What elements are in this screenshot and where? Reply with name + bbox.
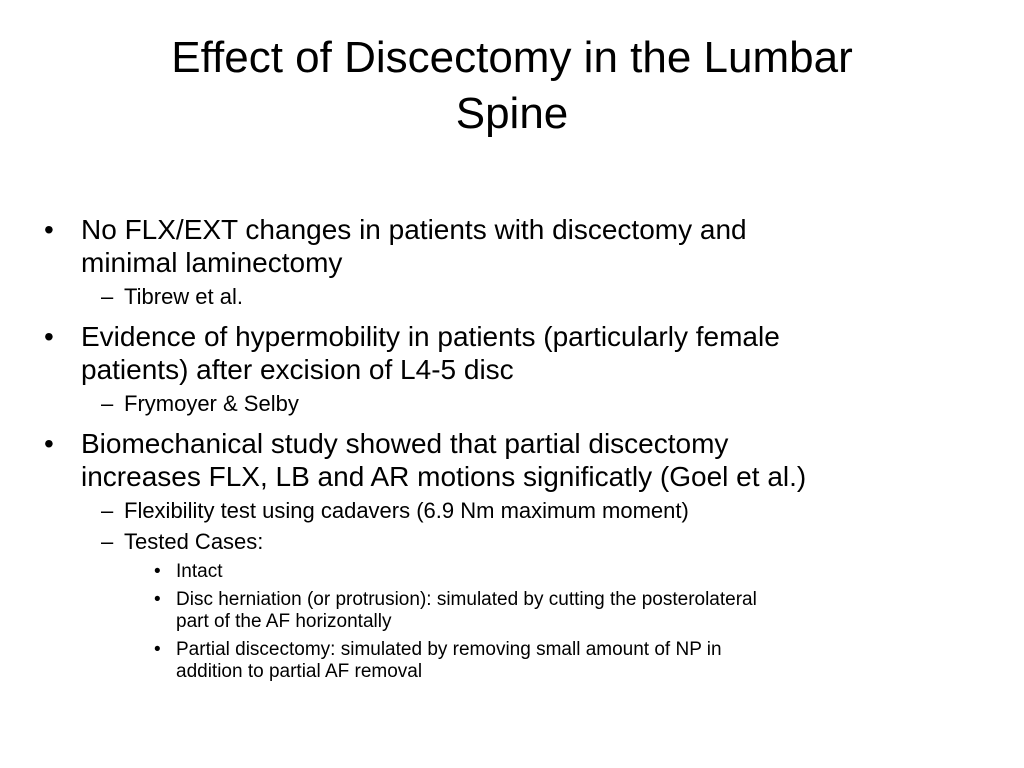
sub-sub-bullet-text: part of the AF horizontally xyxy=(176,611,392,632)
bullet-text-line: No FLX/EXT changes in patients with discectomy and xyxy=(81,214,747,245)
bullet-item-1 xyxy=(44,213,984,279)
sub-sub-bullet-item xyxy=(44,589,984,633)
sub-bullet-item xyxy=(44,529,984,555)
sub-bullet-item xyxy=(44,284,984,310)
sub-bullet-text: Flexibility test using cadavers (6.9 Nm maximum moment) xyxy=(124,498,689,523)
bullet-text-line: Biomechanical study showed that partial discectomy xyxy=(81,428,729,459)
title-line-2: Spine xyxy=(455,89,569,138)
bullet-icon: • xyxy=(154,589,161,610)
bullet-text-line: minimal laminectomy xyxy=(81,247,343,278)
sub-bullet-text: Tested Cases: xyxy=(124,529,264,554)
dash-icon: – xyxy=(101,284,114,309)
sub-sub-bullet-text: addition to partial AF removal xyxy=(176,661,423,682)
bullet-item-3 xyxy=(44,427,984,493)
bullet-text-line: patients) after excision of L4-5 disc xyxy=(81,354,514,385)
dash-icon: – xyxy=(101,391,114,416)
bullet-icon: • xyxy=(44,428,54,459)
sub-bullet-item xyxy=(44,391,984,417)
sub-sub-bullet-text: Intact xyxy=(176,561,223,582)
bullet-list xyxy=(44,213,984,683)
bullet-icon: • xyxy=(44,321,54,352)
dash-icon: – xyxy=(101,529,114,554)
sub-bullet-text: Tibrew et al. xyxy=(124,284,244,309)
bullet-icon: • xyxy=(44,214,54,245)
sub-sub-bullet-item xyxy=(44,639,984,683)
title-line-1: Effect of Discectomy in the Lumbar xyxy=(171,33,853,82)
sub-bullet-item xyxy=(44,498,984,524)
bullet-icon: • xyxy=(154,639,161,660)
sub-sub-bullet-text: Partial discectomy: simulated by removing small amount of NP in xyxy=(176,639,722,660)
bullet-icon: • xyxy=(154,561,161,582)
sub-bullet-text: Frymoyer & Selby xyxy=(124,391,299,416)
sub-sub-bullet-text: Disc herniation (or protrusion): simulated by cutting the posterolateral xyxy=(176,589,757,610)
bullet-item-2 xyxy=(44,320,984,386)
bullet-text-line: Evidence of hypermobility in patients (particularly female xyxy=(81,321,780,352)
slide-title xyxy=(60,30,964,142)
sub-sub-bullet-item xyxy=(44,561,984,583)
dash-icon: – xyxy=(101,498,114,523)
bullet-text-line: increases FLX, LB and AR motions significatly (Goel et al.) xyxy=(81,461,807,492)
